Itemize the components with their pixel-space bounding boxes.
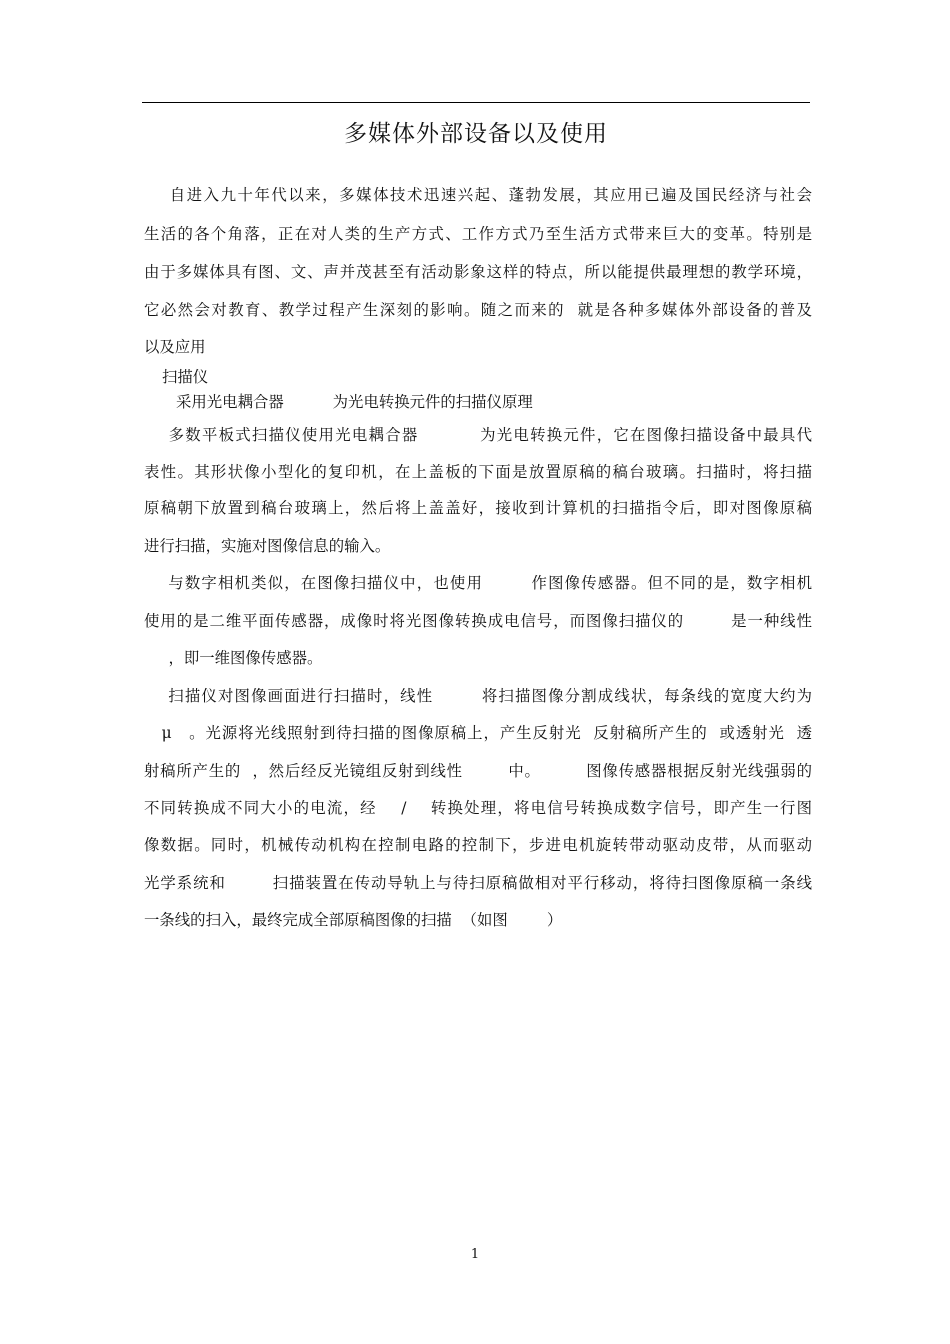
- page-number: 1: [470, 1247, 480, 1262]
- text-line: 自进入九十年代以来，多媒体技术迅速兴起、蓬勃发展，其应用已遍及国民经济与社会: [144, 186, 812, 204]
- text-line: 扫描仪对图像画面进行扫描时，线性 将扫描图像分割成线状，每条线的宽度大约为: [144, 687, 812, 705]
- text-line: 以及应用: [144, 338, 206, 356]
- text-line: 使用的是二维平面传感器，成像时将光图像转换成电信号，而图像扫描仪的 是一种线性: [144, 612, 812, 630]
- text-line: 像数据。同时，机械传动机构在控制电路的控制下，步进电机旋转带动驱动皮带，从而驱动: [144, 836, 812, 854]
- text-line: 表性。其形状像小型化的复印机，在上盖板的下面是放置原稿的稿台玻璃。扫描时，将扫描: [144, 463, 812, 481]
- text-line: 射稿所产生的 ，然后经反光镜组反射到线性 中。 图像传感器根据反射光线强弱的: [144, 762, 812, 780]
- text-line: 由于多媒体具有图、文、声并茂甚至有活动影象这样的特点，所以能提供最理想的教学环境，: [144, 263, 812, 281]
- text-line: ，即一维图像传感器。: [144, 649, 323, 667]
- text-line: 进行扫描，实施对图像信息的输入。: [144, 537, 391, 555]
- header-rule: [142, 102, 810, 103]
- text-line: 光学系统和 扫描装置在传动导轨上与待扫原稿做相对平行移动，将待扫图像原稿一条线: [144, 874, 812, 892]
- text-line: 它必然会对教育、教学过程产生深刻的影响。随之而来的 就是各种多媒体外部设备的普及: [144, 301, 812, 319]
- subsection-heading: 采用光电耦合器 为光电转换元件的扫描仪原理: [176, 393, 533, 411]
- text-line: 多数平板式扫描仪使用光电耦合器 为光电转换元件，它在图像扫描设备中最具代: [144, 426, 812, 444]
- text-line: μ 。光源将光线照射到待扫描的图像原稿上，产生反射光 反射稿所产生的 或透射光 透: [144, 724, 812, 742]
- text-line: 与数字相机类似，在图像扫描仪中，也使用 作图像传感器。但不同的是，数字相机: [144, 574, 812, 592]
- text-line: 原稿朝下放置到稿台玻璃上，然后将上盖盖好，接收到计算机的扫描指令后，即对图像原稿: [144, 499, 812, 517]
- text-line: 生活的各个角落，正在对人类的生产方式、工作方式乃至生活方式带来巨大的变革。特别是: [144, 225, 812, 243]
- page-title: 多媒体外部设备以及使用: [344, 121, 608, 147]
- text-line: 不同转换成不同大小的电流，经 / 转换处理，将电信号转换成数字信号，即产生一行图: [144, 799, 812, 817]
- text-line: 一条线的扫入，最终完成全部原稿图像的扫描 （如图 ）: [144, 911, 563, 929]
- section-heading: 扫描仪: [162, 368, 209, 386]
